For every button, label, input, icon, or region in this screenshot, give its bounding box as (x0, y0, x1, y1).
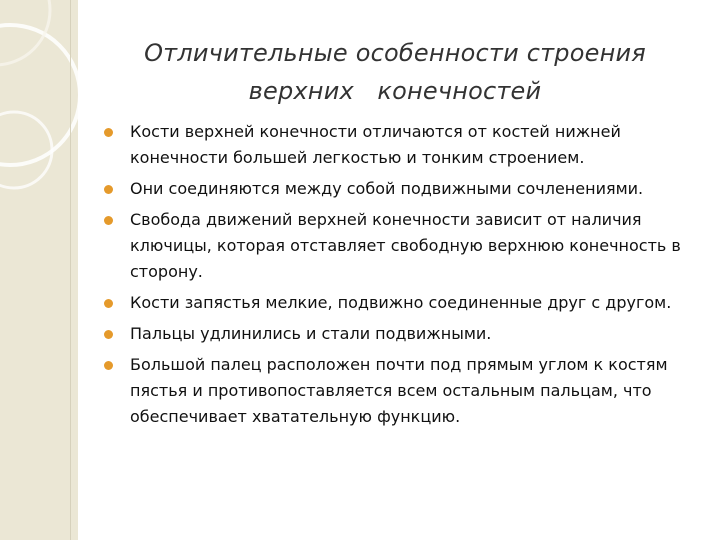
bullet-dot-icon (104, 361, 113, 370)
list-item-text: Они соединяются между собой подвижными сочленениями. (130, 179, 644, 198)
page-title (100, 34, 690, 110)
list-item (104, 321, 704, 347)
list-item (104, 176, 704, 202)
title-line-2: верхних конечностей (248, 77, 542, 105)
list-item (104, 207, 704, 285)
list-item-text: Большой палец расположен почти под прямым углом к костям пястья и противопоставляется всем остальным пальцам, что обеспечивает хватательную функцию. (130, 355, 668, 426)
list-item (104, 119, 704, 171)
bullet-dot-icon (104, 330, 113, 339)
list-item (104, 290, 704, 316)
list-item-text: Пальцы удлинились и стали подвижными. (130, 324, 492, 343)
bullet-dot-icon (104, 128, 113, 137)
bullet-dot-icon (104, 185, 113, 194)
decorative-sidebar (0, 0, 78, 540)
list-item-text: Свобода движений верхней конечности зависит от наличия ключицы, которая отставляет свободную верхнюю конечность в сторону. (130, 210, 681, 281)
list-item-text: Кости верхней конечности отличаются от костей нижней конечности большей легкостью и тонким строением. (130, 122, 621, 167)
list-item (104, 352, 704, 430)
title-line-1: Отличительные особенности строения (144, 39, 646, 67)
decorative-circles (0, 0, 78, 540)
sidebar-divider (70, 0, 71, 540)
bullet-dot-icon (104, 299, 113, 308)
bullet-dot-icon (104, 216, 113, 225)
bullet-list (104, 119, 704, 435)
list-item-text: Кости запястья мелкие, подвижно соединенные друг с другом. (130, 293, 672, 312)
